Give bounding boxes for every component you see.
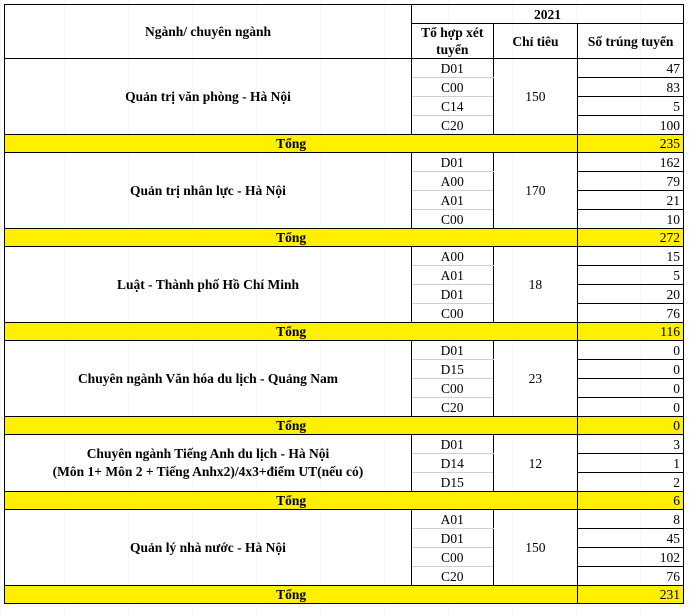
- major-name-cell[interactable]: [5, 510, 412, 586]
- combo-cell[interactable]: C20: [411, 567, 493, 586]
- admitted-cell[interactable]: 5: [578, 97, 684, 116]
- admitted-cell[interactable]: 45: [578, 529, 684, 548]
- total-row: [5, 135, 684, 153]
- total-label[interactable]: Tổng: [5, 586, 578, 604]
- quota-cell[interactable]: 18: [493, 247, 578, 323]
- combo-cell[interactable]: A00: [411, 172, 493, 191]
- admitted-cell[interactable]: 21: [578, 191, 684, 210]
- table-row: [5, 153, 684, 172]
- total-value[interactable]: 6: [578, 492, 684, 510]
- combo-cell[interactable]: C20: [411, 116, 493, 135]
- combo-cell[interactable]: A01: [411, 510, 493, 529]
- total-label[interactable]: Tổng: [5, 492, 578, 510]
- combo-cell[interactable]: D01: [411, 529, 493, 548]
- major-name: Chuyên ngành Văn hóa du lịch - Quảng Nam: [77, 370, 339, 386]
- combo-cell[interactable]: D01: [411, 341, 493, 360]
- total-value[interactable]: 272: [578, 229, 684, 247]
- quota-cell[interactable]: 150: [493, 510, 578, 586]
- total-value[interactable]: 231: [578, 586, 684, 604]
- admitted-cell[interactable]: 20: [578, 285, 684, 304]
- combo-cell[interactable]: C00: [411, 548, 493, 567]
- total-row: [5, 492, 684, 510]
- admitted-cell[interactable]: 5: [578, 266, 684, 285]
- admitted-cell[interactable]: 162: [578, 153, 684, 172]
- combo-cell[interactable]: C00: [411, 78, 493, 97]
- combo-cell[interactable]: C20: [411, 398, 493, 417]
- combo-cell[interactable]: C00: [411, 304, 493, 323]
- quota-cell[interactable]: 150: [493, 59, 578, 135]
- major-name: Quản lý nhà nước - Hà Nội: [130, 539, 286, 555]
- major-name: Luật - Thành phố Hồ Chí Minh: [116, 276, 300, 292]
- header-year[interactable]: 2021: [411, 5, 683, 24]
- admitted-cell[interactable]: 1: [578, 454, 684, 473]
- major-name-cell[interactable]: [5, 59, 412, 135]
- header-major[interactable]: Ngành/ chuyên ngành: [5, 5, 412, 59]
- admitted-cell[interactable]: 76: [578, 304, 684, 323]
- major-name-cell[interactable]: [5, 341, 412, 417]
- admitted-cell[interactable]: 0: [578, 398, 684, 417]
- admitted-cell[interactable]: 15: [578, 247, 684, 266]
- major-name-cell[interactable]: [5, 435, 412, 492]
- header-row-year: [5, 5, 684, 24]
- total-label[interactable]: Tổng: [5, 135, 578, 153]
- combo-cell[interactable]: C00: [411, 379, 493, 398]
- quota-cell[interactable]: 12: [493, 435, 578, 492]
- total-label[interactable]: Tổng: [5, 323, 578, 341]
- header-quota[interactable]: Chỉ tiêu: [493, 24, 578, 59]
- combo-cell[interactable]: A01: [411, 191, 493, 210]
- admitted-cell[interactable]: 2: [578, 473, 684, 492]
- table-row: [5, 435, 684, 454]
- combo-cell[interactable]: C00: [411, 210, 493, 229]
- combo-cell[interactable]: D15: [411, 473, 493, 492]
- total-value[interactable]: 235: [578, 135, 684, 153]
- table-row: [5, 247, 684, 266]
- combo-cell[interactable]: D14: [411, 454, 493, 473]
- combo-cell[interactable]: D01: [411, 435, 493, 454]
- combo-cell[interactable]: D15: [411, 360, 493, 379]
- total-row: [5, 229, 684, 247]
- combo-cell[interactable]: A00: [411, 247, 493, 266]
- total-label[interactable]: Tổng: [5, 229, 578, 247]
- admitted-cell[interactable]: 8: [578, 510, 684, 529]
- admitted-cell[interactable]: 10: [578, 210, 684, 229]
- table-row: [5, 510, 684, 529]
- total-row: [5, 586, 684, 604]
- admitted-cell[interactable]: 47: [578, 59, 684, 78]
- admitted-cell[interactable]: 100: [578, 116, 684, 135]
- admitted-cell[interactable]: 3: [578, 435, 684, 454]
- combo-cell[interactable]: D01: [411, 59, 493, 78]
- admitted-cell[interactable]: 76: [578, 567, 684, 586]
- total-value[interactable]: 0: [578, 417, 684, 435]
- table-row: [5, 59, 684, 78]
- major-note: (Môn 1+ Môn 2 + Tiếng Anhx2)/4x3+điểm UT(nếu có): [52, 464, 364, 479]
- major-name-cell[interactable]: [5, 153, 412, 229]
- total-row: [5, 323, 684, 341]
- combo-cell[interactable]: D01: [411, 285, 493, 304]
- header-combo[interactable]: Tổ hợp xét tuyển: [411, 24, 493, 59]
- quota-cell[interactable]: 170: [493, 153, 578, 229]
- admitted-cell[interactable]: 0: [578, 379, 684, 398]
- header-admitted[interactable]: Số trúng tuyển: [578, 24, 684, 59]
- combo-cell[interactable]: C14: [411, 97, 493, 116]
- admitted-cell[interactable]: 102: [578, 548, 684, 567]
- admitted-cell[interactable]: 79: [578, 172, 684, 191]
- combo-cell[interactable]: D01: [411, 153, 493, 172]
- major-name: Chuyên ngành Tiếng Anh du lịch - Hà Nội: [86, 446, 330, 461]
- admitted-cell[interactable]: 0: [578, 360, 684, 379]
- quota-cell[interactable]: 23: [493, 341, 578, 417]
- major-name: Quản trị nhân lực - Hà Nội: [130, 182, 286, 198]
- total-label[interactable]: Tổng: [5, 417, 578, 435]
- combo-cell[interactable]: A01: [411, 266, 493, 285]
- admitted-cell[interactable]: 0: [578, 341, 684, 360]
- table-row: [5, 341, 684, 360]
- major-name-cell[interactable]: [5, 247, 412, 323]
- major-name: Quản trị văn phòng - Hà Nội: [125, 88, 291, 104]
- admitted-cell[interactable]: 83: [578, 78, 684, 97]
- total-value[interactable]: 116: [578, 323, 684, 341]
- total-row: [5, 417, 684, 435]
- admission-results-table: [4, 4, 684, 604]
